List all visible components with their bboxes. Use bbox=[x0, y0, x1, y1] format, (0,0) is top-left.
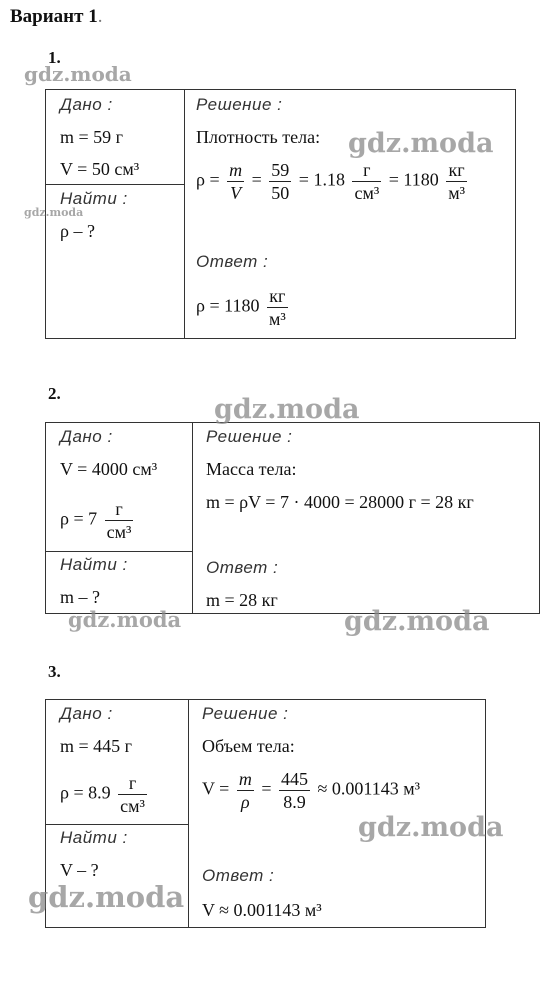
problem-1-answer-label: Ответ : bbox=[196, 252, 269, 271]
answer-unit-kg-per-m3: $\frac{кг}{\text{м³}}$ bbox=[268, 286, 286, 329]
unit-kg-per-m3: $\frac{кг}{\text{м³}}$ bbox=[448, 160, 466, 203]
problem-3-find-label: Найти : bbox=[60, 828, 128, 847]
problem-2-divider bbox=[192, 422, 193, 614]
watermark-logo: gdz.moda bbox=[28, 880, 185, 914]
problem-2-formula: m = ρV = 7 · 4000 = 28000 г = 28 кг bbox=[206, 492, 474, 512]
unit-g-per-cm3: $\frac{г}{\text{см³}}$ bbox=[120, 773, 145, 816]
problem-3-given-mass: m = 445 г bbox=[60, 736, 133, 756]
problem-1-formula: ρ = $\frac{m}{V}$ = $\frac{59}{50}$ = 1.18 $\frac{г}{\text{см³}}$ = 1180 $\frac{кг}{\text{м³}}$ bbox=[196, 160, 466, 203]
problem-3-solution-label: Решение : bbox=[202, 704, 289, 723]
problem-3-given-label: Дано : bbox=[60, 704, 113, 723]
page-title bbox=[10, 6, 102, 28]
problem-3-answer-label: Ответ : bbox=[202, 866, 275, 885]
watermark-logo: gdz.moda bbox=[344, 606, 490, 637]
problem-3-answer: V ≈ 0.001143 м³ bbox=[202, 900, 322, 920]
fraction-m-over-rho: $\frac{m}{\rho}$ bbox=[238, 769, 252, 812]
unit-g-per-cm3: $\frac{г}{\text{см³}}$ bbox=[354, 160, 380, 203]
problem-2-solution-heading: Масса тела: bbox=[206, 459, 297, 479]
title-dot: . bbox=[97, 6, 103, 27]
watermark-logo: gdz.moda bbox=[24, 206, 84, 219]
problem-2-find-value: m – ? bbox=[60, 587, 100, 607]
problem-2-given-label: Дано : bbox=[60, 427, 113, 446]
problem-1-answer: ρ = 1180 $\frac{кг}{\text{м³}}$ bbox=[196, 286, 286, 329]
problem-3-find-value: V – ? bbox=[60, 860, 99, 880]
problem-1-number: 1. bbox=[48, 48, 61, 67]
title-text: Вариант 1 bbox=[10, 6, 98, 27]
problem-3-solution-heading: Объем тела: bbox=[202, 736, 295, 756]
problem-1-solution-label: Решение : bbox=[196, 95, 283, 114]
problem-1-given-volume: V = 50 см³ bbox=[60, 159, 140, 179]
watermark-logo: gdz.moda bbox=[68, 607, 182, 632]
fraction-m-over-v: $\frac{m}{V}$ bbox=[229, 160, 243, 203]
problem-2-number: 2. bbox=[48, 384, 61, 403]
problem-2-answer: m = 28 кг bbox=[206, 590, 278, 610]
problem-3-divider bbox=[188, 699, 189, 928]
problem-3-given-divider bbox=[45, 824, 188, 825]
fraction-59-over-50: $\frac{59}{50}$ bbox=[271, 160, 290, 203]
problem-1-given-divider bbox=[45, 184, 184, 185]
problem-1-given-label: Дано : bbox=[60, 95, 113, 114]
problem-3-formula: V = $\frac{m}{\rho}$ = $\frac{445}{8.9}$ ≈ 0.001143 м³ bbox=[202, 769, 420, 812]
watermark-logo: gdz.moda bbox=[24, 62, 132, 86]
problem-2-given-density: ρ = 7 $\frac{г}{\text{см³}}$ bbox=[60, 499, 132, 542]
fraction-445-over-8.9: $\frac{445}{8.9}$ bbox=[280, 769, 308, 812]
watermark-logo: gdz.moda bbox=[348, 128, 494, 159]
problem-2-given-divider bbox=[45, 551, 192, 552]
problem-1-given-mass: m = 59 г bbox=[60, 127, 124, 147]
problem-1-find-label: Найти : bbox=[60, 189, 128, 208]
problem-1-solution-heading: Плотность тела: bbox=[196, 127, 321, 147]
watermark-logo: gdz.moda bbox=[214, 394, 360, 425]
problem-1-find-value: ρ – ? bbox=[60, 221, 95, 241]
problem-1-divider bbox=[184, 89, 185, 339]
problem-2-given-volume: V = 4000 см³ bbox=[60, 459, 158, 479]
problem-2-answer-label: Ответ : bbox=[206, 558, 279, 577]
unit-g-per-cm3: $\frac{г}{\text{см³}}$ bbox=[106, 499, 132, 542]
problem-2-find-label: Найти : bbox=[60, 555, 128, 574]
problem-3-number: 3. bbox=[48, 662, 61, 681]
watermark-logo: gdz.moda bbox=[358, 812, 504, 843]
formula-lhs: ρ = bbox=[196, 169, 220, 190]
problem-2-solution-label: Решение : bbox=[206, 427, 293, 446]
problem-3-given-density: ρ = 8.9 $\frac{г}{\text{см³}}$ bbox=[60, 773, 145, 816]
